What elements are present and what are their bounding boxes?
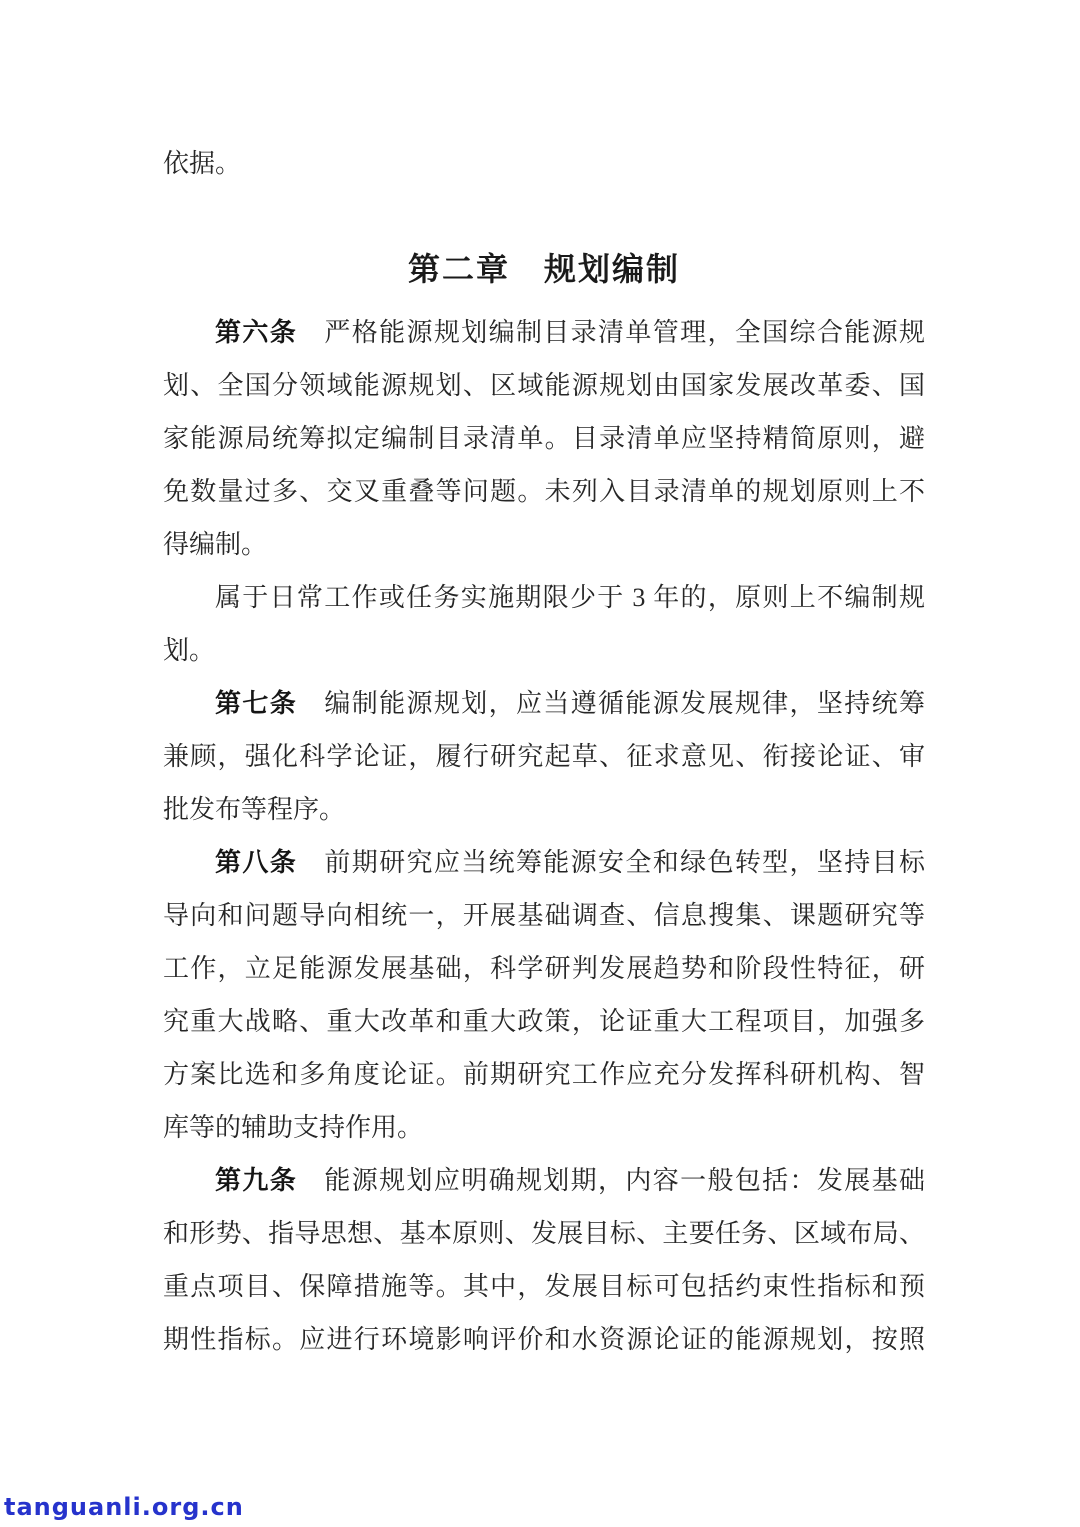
- document-line: 第八条 前期研究应当统筹能源安全和绿色转型，坚持目标: [215, 847, 925, 877]
- document-line: 方案比选和多角度论证。前期研究工作应充分发挥科研机构、智: [163, 1060, 925, 1089]
- document-line: 第六条 严格能源规划编制目录清单管理，全国综合能源规: [215, 317, 925, 347]
- document-line: 导向和问题导向相统一，开展基础调查、信息搜集、课题研究等: [163, 901, 925, 930]
- article-number: 第六条: [215, 317, 298, 347]
- article-number: 第八条: [215, 847, 298, 877]
- watermark-site-label: tanguanli.org.cn: [4, 1493, 244, 1521]
- document-line: 期性指标。应进行环境影响评价和水资源论证的能源规划，按照: [163, 1325, 925, 1354]
- document-line: 重点项目、保障措施等。其中，发展目标可包括约束性指标和预: [163, 1272, 925, 1301]
- document-line: 家能源局统筹拟定编制目录清单。目录清单应坚持精简原则，避: [163, 424, 925, 453]
- article-number: 第七条: [215, 688, 298, 718]
- document-line: 究重大战略、重大改革和重大政策，论证重大工程项目，加强多: [163, 1007, 925, 1036]
- document-line: 免数量过多、交叉重叠等问题。未列入目录清单的规划原则上不: [163, 477, 925, 506]
- document-line: 得编制。: [163, 530, 268, 559]
- document-line: 库等的辅助支持作用。: [163, 1113, 424, 1142]
- document-line: 属于日常工作或任务实施期限少于 3 年的，原则上不编制规: [215, 583, 925, 612]
- document-line: 第九条 能源规划应明确规划期，内容一般包括：发展基础: [215, 1165, 925, 1195]
- document-line: 工作，立足能源发展基础，科学研判发展趋势和阶段性特征，研: [163, 954, 925, 983]
- article-number: 第九条: [215, 1165, 298, 1195]
- intro-line: 依据。: [163, 149, 242, 178]
- document-line: 和形势、指导思想、基本原则、发展目标、主要任务、区域布局、: [163, 1219, 925, 1248]
- chapter-heading: 第二章 规划编制: [407, 251, 680, 287]
- document-line: 划。: [163, 636, 216, 665]
- document-line: 批发布等程序。: [163, 795, 346, 824]
- document-line: 兼顾，强化科学论证，履行研究起草、征求意见、衔接论证、审: [163, 742, 925, 771]
- document-line: 划、全国分领域能源规划、区域能源规划由国家发展改革委、国: [163, 371, 925, 400]
- document-body: [163, 306, 925, 1366]
- document-line: 第七条 编制能源规划，应当遵循能源发展规律，坚持统筹: [215, 688, 925, 718]
